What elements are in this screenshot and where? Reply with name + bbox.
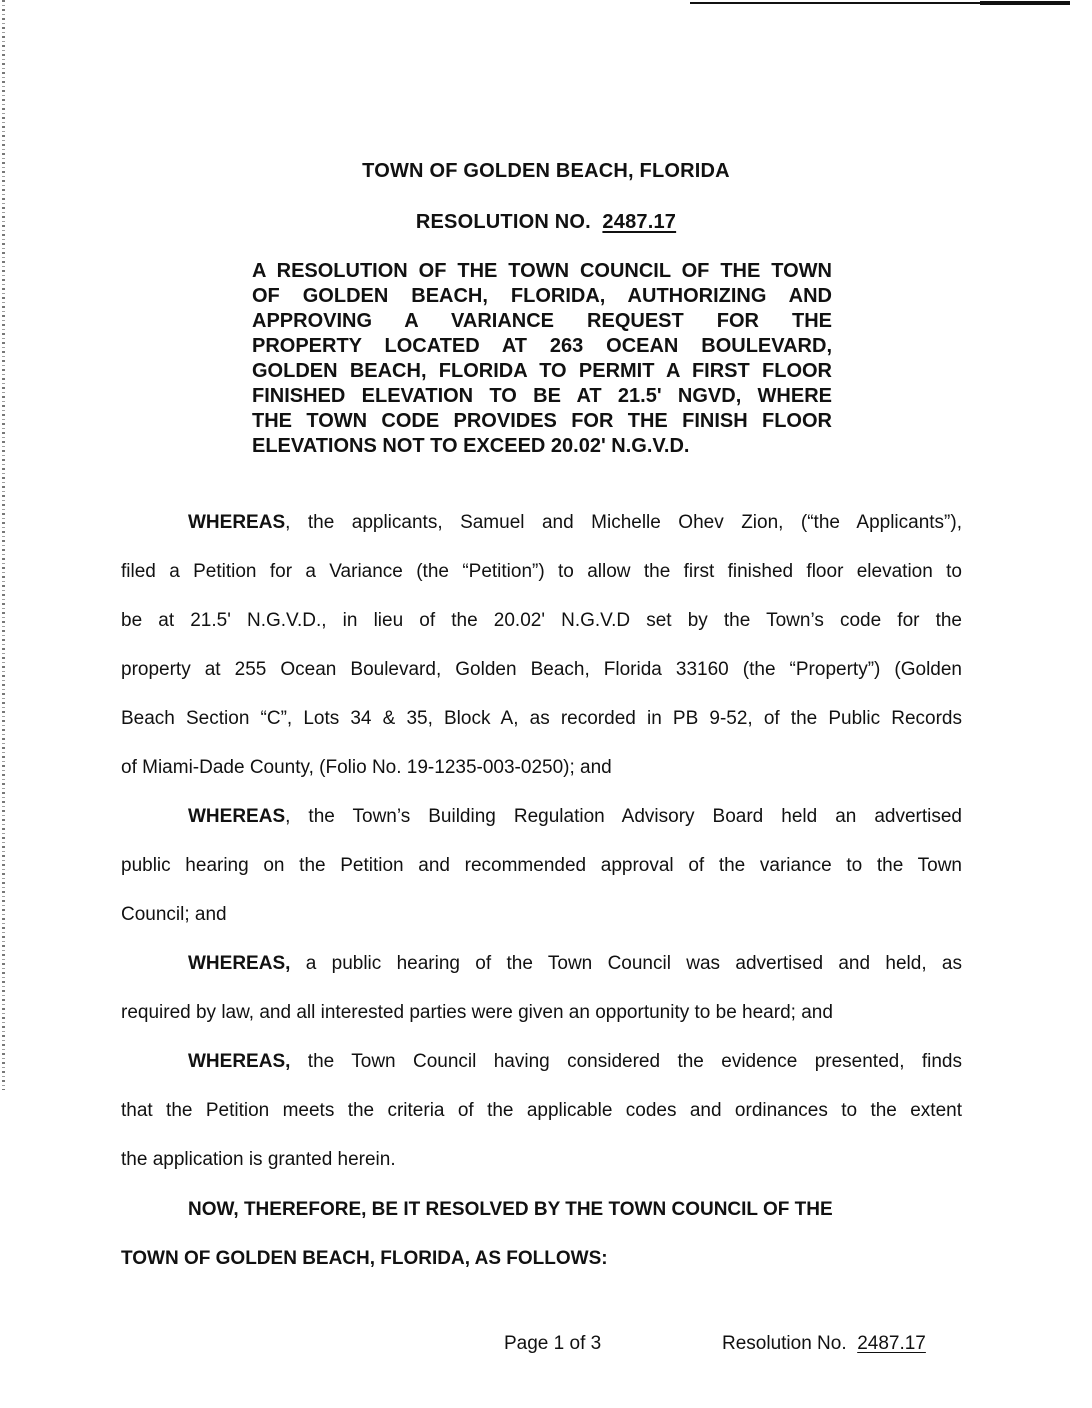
paragraph-line: Beach Section “C”, Lots 34 & 35, Block A, as recorded in PB 9-52, of the Public Records	[121, 708, 962, 729]
whereas-paragraph-findings	[121, 1037, 962, 1184]
resolved-line: TOWN OF GOLDEN BEACH, FLORIDA, AS FOLLOWS:	[121, 1248, 608, 1269]
resolution-label: RESOLUTION NO.	[415, 211, 591, 233]
document-title: TOWN OF GOLDEN BEACH, FLORIDA	[362, 160, 730, 182]
paragraph-line: Council; and	[121, 904, 227, 925]
caption-line: FINISHED ELEVATION TO BE AT 21.5' NGVD, WHERE	[252, 385, 832, 407]
caption-line: OF GOLDEN BEACH, FLORIDA, AUTHORIZING AND	[252, 285, 832, 307]
paragraph-first-line	[121, 1037, 962, 1086]
paragraph-text: the Town Council having considered the evidence presented, finds	[290, 1051, 962, 1072]
footer-resolution-label: Resolution No.	[722, 1333, 847, 1354]
resolution-number: 2487.17	[602, 211, 677, 233]
whereas-lead: WHEREAS	[188, 806, 286, 827]
paragraph-text: a public hearing of the Town Council was advertised and held, as	[290, 953, 962, 974]
scan-edge-artifact-top	[690, 2, 1070, 4]
whereas-paragraph-applicants	[121, 498, 962, 792]
paragraph-first-line	[121, 939, 962, 988]
resolution-heading	[0, 211, 1092, 234]
caption-line: ELEVATIONS NOT TO EXCEED 20.02' N.G.V.D.	[252, 435, 690, 457]
page-number: Page 1 of 3	[504, 1333, 602, 1354]
paragraph-line: required by law, and all interested parties were given an opportunity to be heard; and	[121, 1002, 833, 1023]
paragraph-text: , the applicants, Samuel and Michelle Ohev Zion, (“the Applicants”),	[285, 512, 962, 533]
resolved-clause	[121, 1185, 962, 1283]
paragraph-line: filed a Petition for a Variance (the “Petition”) to allow the first finished floor elevation to	[121, 561, 962, 582]
paragraph-line: property at 255 Ocean Boulevard, Golden Beach, Florida 33160 (the “Property”) (Golden	[121, 659, 962, 680]
paragraph-line: be at 21.5' N.G.V.D., in lieu of the 20.02' N.G.V.D set by the Town’s code for the	[121, 610, 962, 631]
whereas-paragraph-public-hearing	[121, 939, 962, 1037]
caption-line: APPROVING A VARIANCE REQUEST FOR THE	[252, 310, 832, 332]
paragraph-first-line	[121, 498, 962, 547]
caption-line: GOLDEN BEACH, FLORIDA TO PERMIT A FIRST FLOOR	[252, 360, 832, 382]
resolution-caption	[252, 259, 832, 459]
whereas-lead: WHEREAS,	[188, 1051, 291, 1072]
whereas-lead: WHEREAS,	[188, 953, 291, 974]
footer-resolution-number: 2487.17	[857, 1333, 926, 1354]
paragraph-line: that the Petition meets the criteria of the applicable codes and ordinances to the extent	[121, 1100, 962, 1121]
paragraph-line: public hearing on the Petition and recommended approval of the variance to the Town	[121, 855, 962, 876]
paragraph-line: of Miami-Dade County, (Folio No. 19-1235-003-0250); and	[121, 757, 612, 778]
paragraph-line: the application is granted herein.	[121, 1149, 396, 1170]
caption-line: PROPERTY LOCATED AT 263 OCEAN BOULEVARD,	[252, 335, 832, 357]
caption-line: THE TOWN CODE PROVIDES FOR THE FINISH FLOOR	[252, 410, 832, 432]
whereas-lead: WHEREAS	[188, 512, 286, 533]
paragraph-text: , the Town’s Building Regulation Advisory Board held an advertised	[285, 806, 962, 827]
resolved-line: NOW, THEREFORE, BE IT RESOLVED BY THE TOWN COUNCIL OF THE	[188, 1199, 833, 1220]
paragraph-first-line	[121, 792, 962, 841]
whereas-paragraph-advisory-board	[121, 792, 962, 939]
caption-line: A RESOLUTION OF THE TOWN COUNCIL OF THE TOWN	[252, 260, 832, 282]
footer-resolution	[722, 1333, 926, 1355]
